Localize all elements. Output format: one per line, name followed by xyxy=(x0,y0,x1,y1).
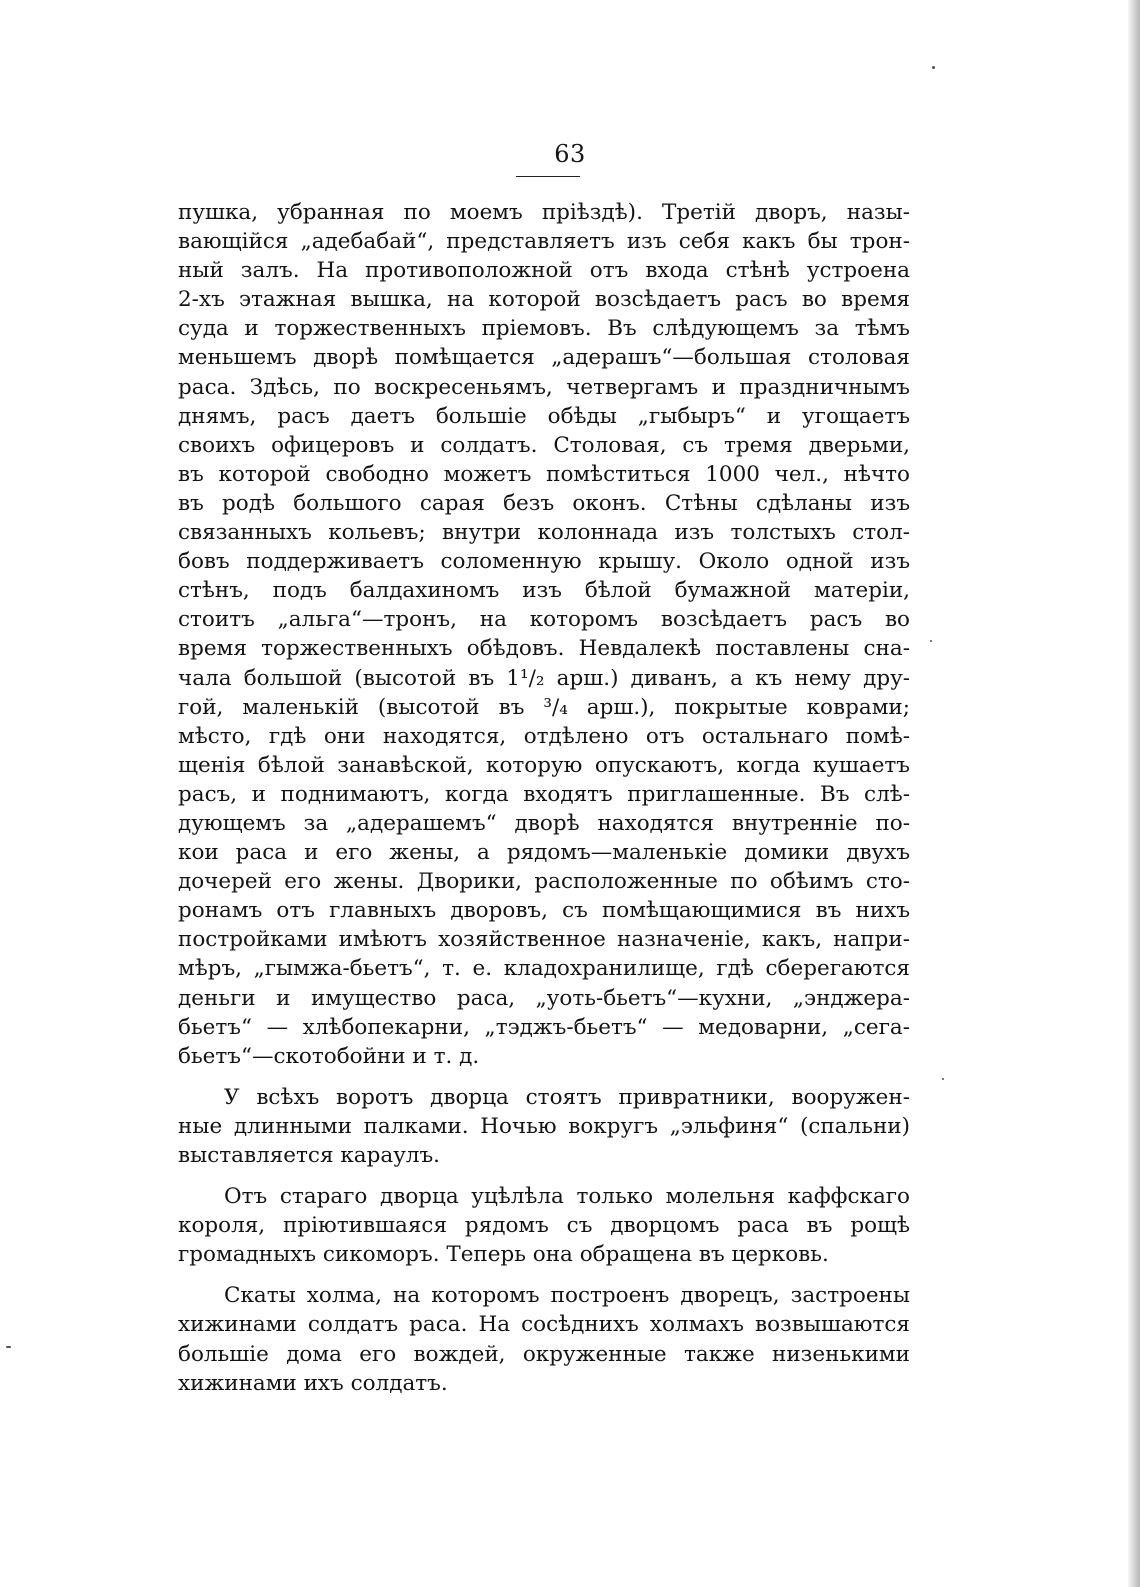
text-line: мѣръ, „гымжа-бьетъ“, т. е. кладохранилище, гдѣ сберегаются xyxy=(178,956,910,982)
text-line: 2-хъ этажная вышка, на которой возсѣдаетъ расъ во время xyxy=(178,287,910,313)
paragraph-gap xyxy=(178,1071,910,1083)
text-line: бовъ поддерживаетъ соломенную крышу. Около одной изъ xyxy=(178,549,910,575)
text-line: суда и торжественныхъ пріемовъ. Въ слѣдующемъ за тѣмъ xyxy=(178,316,910,342)
text-line: бьетъ“ — хлѣбопекарни, „тэджъ-бьетъ“ — медоварни, „сега- xyxy=(178,1014,910,1040)
text-line: въ которой свободно можетъ помѣститься 1000 чел., нѣчто xyxy=(178,461,910,487)
paragraph xyxy=(178,1182,910,1269)
text-line: большіе дома его вождей, окруженные также низенькими xyxy=(178,1341,910,1367)
text-line: хижинами ихъ солдатъ. xyxy=(178,1370,448,1396)
paragraph xyxy=(178,1281,910,1397)
speck xyxy=(942,1078,944,1080)
text-line: мѣсто, гдѣ они находятся, отдѣлено отъ остальнаго помѣ- xyxy=(178,723,910,749)
text-line: своихъ офицеровъ и солдатъ. Столовая, съ тремя дверьми, xyxy=(178,432,910,458)
text-line: постройками имѣютъ хозяйственное назначеніе, какъ, напри- xyxy=(178,927,910,953)
speck xyxy=(6,1346,11,1348)
paragraph xyxy=(178,1083,910,1170)
text-line: стѣнъ, подъ балдахиномъ изъ бѣлой бумажной матеріи, xyxy=(178,578,910,604)
text-line: чала большой (высотой въ 1¹/₂ арш.) диванъ, а къ нему дру- xyxy=(178,665,910,691)
text-line: меньшемъ дворѣ помѣщается „адерашъ“—большая столовая xyxy=(178,345,910,371)
text-line: дочерей его жены. Дворики, расположенные по обѣимъ сто- xyxy=(178,869,910,895)
text-line: ные длинными палками. Ночью вокругъ „эльфиня“ (спальни) xyxy=(178,1113,910,1139)
text-line: расъ, и поднимаютъ, когда входятъ приглашенные. Въ слѣ- xyxy=(178,781,910,807)
text-line: гой, маленькій (высотой въ ³/₄ арш.), покрытые коврами; xyxy=(178,694,910,720)
text-line: дующемъ за „адерашемъ“ дворѣ находятся внутренніе по- xyxy=(178,810,910,836)
text-line: ронамъ отъ главныхъ дворовъ, съ помѣщающимися въ нихъ xyxy=(178,898,910,924)
text-line: пушка, убранная по моемъ пріѣздѣ). Третій дворъ, назы- xyxy=(178,200,910,225)
page-number-rule xyxy=(516,176,580,177)
paragraph-gap xyxy=(178,1269,910,1281)
text-line: вающійся „адебабай“, представляетъ изъ себя какъ бы трон- xyxy=(178,229,910,255)
text-line: короля, пріютившаяся рядомъ съ дворцомъ раса въ рощѣ xyxy=(178,1213,910,1239)
text-line: ный залъ. На противоположной отъ входа стѣнѣ устроена xyxy=(178,258,910,284)
text-line: выставляется караулъ. xyxy=(178,1143,441,1168)
text-line: кои раса и его жены, а рядомъ—маленькіе домики двухъ xyxy=(178,840,910,866)
text-line: У всѣхъ воротъ дворца стоятъ привратники, вооружен- xyxy=(224,1084,910,1110)
speck xyxy=(932,66,935,69)
text-line: громадныхъ сикоморъ. Теперь она обращена въ церковь. xyxy=(178,1242,829,1268)
text-line: въ родѣ большого сарая безъ оконъ. Стѣны сдѣланы изъ xyxy=(178,490,910,516)
body-text xyxy=(178,198,910,1398)
text-line: время торжественныхъ обѣдовъ. Невдалекѣ поставлены сна- xyxy=(178,636,910,662)
text-line: стоитъ „альга“—тронъ, на которомъ возсѣдаетъ расъ во xyxy=(178,607,910,633)
text-line: хижинами солдатъ раса. На сосѣднихъ холмахъ возвышаются xyxy=(178,1312,910,1338)
page-number: 63 xyxy=(554,140,586,168)
paragraph-gap xyxy=(178,1170,910,1182)
paragraph xyxy=(178,198,910,1071)
speck xyxy=(930,640,932,642)
page-edge-shadow xyxy=(1128,0,1140,1587)
text-line: деньги и имущество раса, „уоть-бьетъ“—кухни, „энджера- xyxy=(178,985,910,1011)
text-line: раса. Здѣсь, по воскресеньямъ, четвергамъ и праздничнымъ xyxy=(178,374,910,400)
text-line: связанныхъ кольевъ; внутри колоннада изъ толстыхъ стол- xyxy=(178,520,910,546)
text-line: щенія бѣлой занавѣской, которую опускаютъ, когда кушаетъ xyxy=(178,752,910,778)
text-line: днямъ, расъ даетъ большіе обѣды „гыбыръ“ и угощаетъ xyxy=(178,403,910,429)
text-line: бьетъ“—скотобойни и т. д. xyxy=(178,1043,480,1069)
text-line: Отъ стараго дворца уцѣлѣла только молельня каффскаго xyxy=(224,1184,910,1210)
text-line: Скаты холма, на которомъ построенъ дворецъ, застроены xyxy=(224,1283,910,1309)
